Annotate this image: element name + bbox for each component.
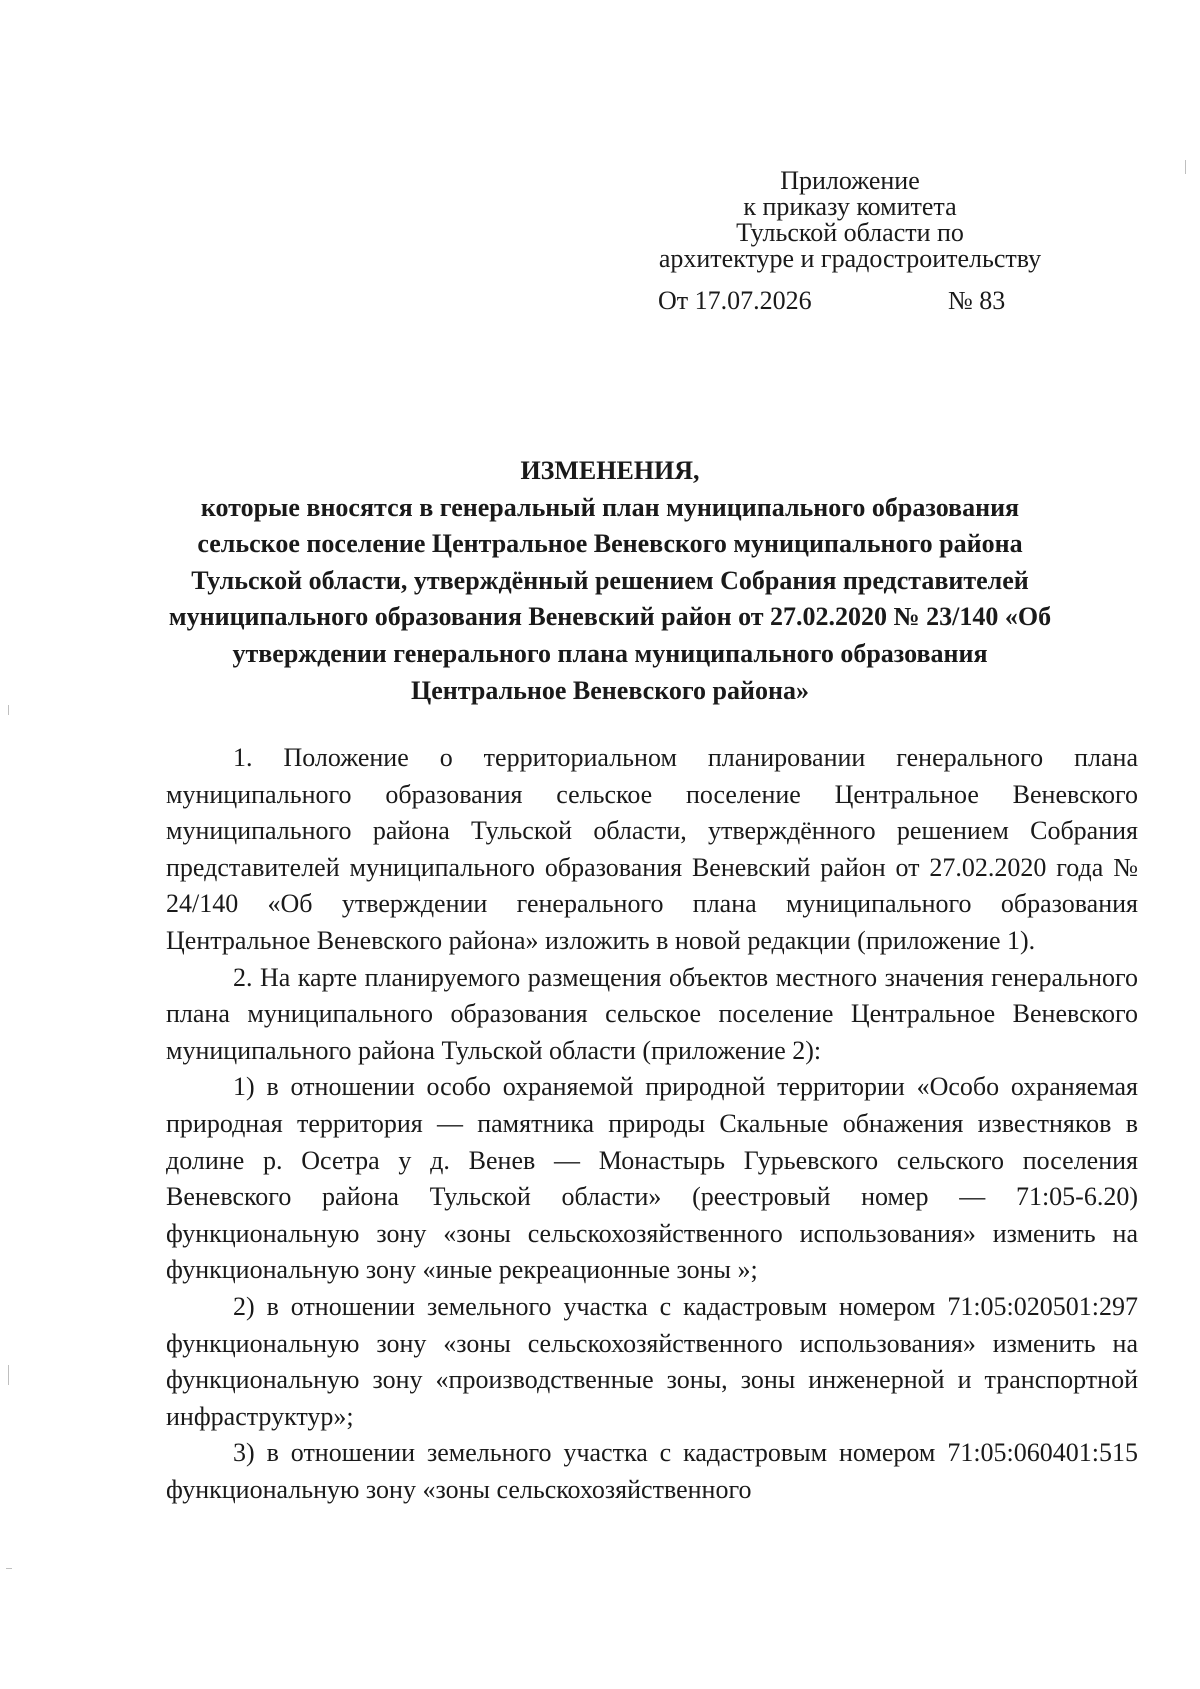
document-title <box>160 453 1060 709</box>
order-number: № 83 <box>948 286 1006 315</box>
appendix-line: Тульской области по <box>736 218 964 247</box>
title-heading: ИЗМЕНЕНИЯ, <box>520 456 700 485</box>
paragraph-2-item-2: 2) в отношении земельного участка с кадастровым номером 71:05:020501:297 функциональную зону «зоны сельскохозяйственного использования» изменить на функциональную зону «производственные зоны, зоны инженерной и транспортной инфраструктур»; <box>166 1291 1138 1431</box>
appendix-header <box>640 168 1060 272</box>
title-subtitle: которые вносятся в генеральный план муниципального образования сельское поселение Центральное Веневского муниципального района Тульской области, утверждённый решением Собрания представителей муниципального образования Веневский район от 27.02.2020 № 23/140 «Об утверждении генерального плана муниципального образования Центральное Веневского района» <box>168 492 1052 705</box>
scan-edge-mark <box>6 1568 12 1569</box>
scan-edge-mark <box>1185 160 1186 174</box>
appendix-line: Приложение <box>780 166 920 195</box>
paragraph-1: 1. Положение о территориальном планировании генерального плана муниципального образования сельское поселение Центральное Веневского муниципального района Тульской области, утверждённого решением Собрания представителей муниципального образования Веневский район от 27.02.2020 года № 24/140 «Об утверждении генерального плана муниципального образования Центральное Веневского района» изложить в новой редакции (приложение 1). <box>166 743 1138 955</box>
paragraph-2-item-3: 3) в отношении земельного участка с кадастровым номером 71:05:060401:515 функциональную зону «зоны сельскохозяйственного <box>166 1438 1138 1504</box>
appendix-line: архитектуре и градостроительству <box>658 244 1042 273</box>
paragraph-2: 2. На карте планируемого размещения объектов местного значения генерального плана муниципального образования сельское поселение Центральное Веневского муниципального района Тульской области (приложение 2): <box>166 962 1138 1065</box>
document-body <box>166 740 1138 1508</box>
appendix-line: к приказу комитета <box>743 192 957 221</box>
order-date: От 17.07.2026 <box>658 286 812 315</box>
paragraph-2-item-1: 1) в отношении особо охраняемой природной территории «Особо охраняемая природная территория — памятника природы Скальные обнажения известняков в долине р. Осетра у д. Венев — Монастырь Гурьевского сельского поселения Веневского района Тульской области» (реестровый номер — 71:05-6.20) функциональную зону «зоны сельскохозяйственного использования» изменить на функциональную зону «иные рекреационные зоны »; <box>166 1072 1138 1285</box>
scan-edge-mark <box>8 705 9 715</box>
order-date-number <box>658 286 1018 316</box>
scan-edge-mark <box>8 1365 9 1385</box>
